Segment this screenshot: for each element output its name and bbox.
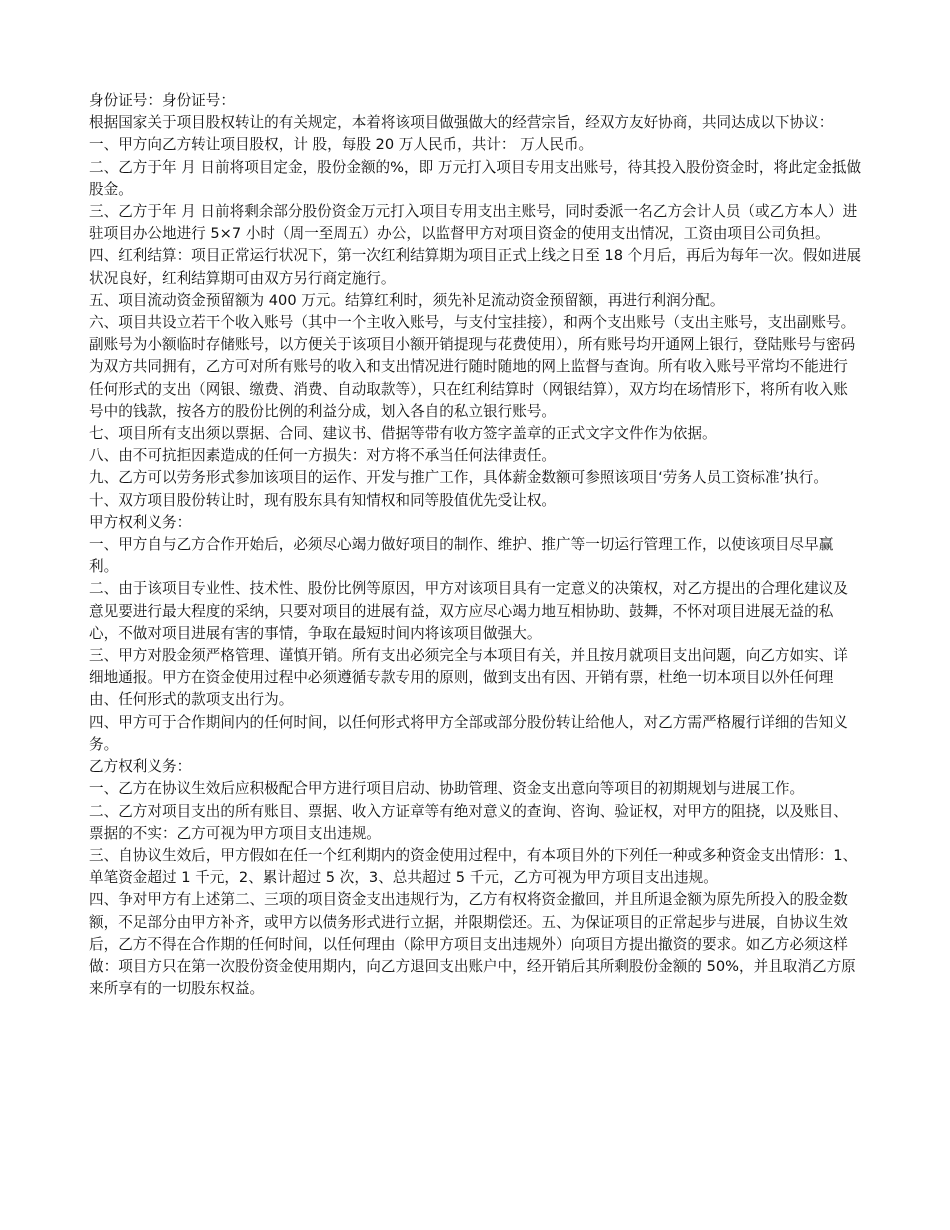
clause-4-dividend-settlement: 四、红利结算：项目正常运行状况下，第一次红利结算期为项目正式上线之日至 18 个月后，再后为每年一次。假如进展状况良好，红利结算期可由双方另行商定施行。 bbox=[89, 247, 862, 287]
clause-2-deposit: 二、乙方于年 月 日前将项目定金，股份金额的%，即 万元打入项目专用支出账号，待其投入股份资金时，将此定金抵做股金。 bbox=[89, 158, 862, 198]
party-b-item-4-5: 四、争对甲方有上述第二、三项的项目资金支出违规行为，乙方有权将资金撤回，并且所退金额为原先所投入的股金数额，不足部分由甲方补齐，或甲方以债务形式进行立据，并限期偿还。五、为保证项目的正常起步与进展，自协议生效后，乙方不得在合作期的任何时间，以任何理由（除甲方项目支出违规外）向项目方提出撤资的要求。如乙方必须这样做：项目方只在第一次股份资金使用期内，向乙方退回支出账户中，经开销后其所剩股份金额的 50%，并且取消乙方原来所享有的一切股东权益。 bbox=[89, 891, 856, 998]
clause-6-accounts: 六、项目共设立若干个收入账号（其中一个主收入账号，与支付宝挂接），和两个支出账号（支出主账号，支出副账号。副账号为小额临时存储账号，以方便关于该项目小额开销提现与花费使用），所有账号均开通网上银行，登陆账号与密码为双方共同拥有，乙方可对所有账号的收入和支出情况进行随时随地的网上监督与查询。所有收入账号平常均不能进行任何形式的支出（网银、缴费、消费、自动取款等），只在红利结算时（网银结算），双方均在场情形下，将所有收入账号中的钱款，按各方的股份比例的利益分成，划入各自的私立银行账号。 bbox=[89, 314, 856, 420]
party-b-item-1: 一、乙方在协议生效后应积极配合甲方进行项目启动、协助管理、资金支出意向等项目的初期规划与进展工作。 bbox=[89, 780, 805, 798]
party-a-item-3: 三、甲方对股金须严格管理、谨慎开销。所有支出必须完全与本项目有关，并且按月就项目支出问题，向乙方如实、详细地通报。甲方在资金使用过程中必须遵循专款专用的原则，做到支出有因、开销有票，杜绝一切本项目以外任何理由、任何形式的款项支出行为。 bbox=[89, 647, 848, 709]
party-a-item-2: 二、由于该项目专业性、技术性、股份比例等原因，甲方对该项目具有一定意义的决策权，对乙方提出的合理化建议及意见要进行最大程度的采纳，只要对项目的进展有益，双方应尽心竭力地互相协助、鼓舞，不怀对项目进展无益的私心，不做对项目进展有害的事情，争取在最短时间内将该项目做强大。 bbox=[89, 580, 848, 642]
party-a-heading: 甲方权利义务： bbox=[89, 513, 192, 531]
party-b-item-2: 二、乙方对项目支出的所有账目、票据、收入方证章等有绝对意义的查询、咨询、验证权，对甲方的阻挠，以及账目、票据的不实：乙方可视为甲方项目支出违规。 bbox=[89, 802, 848, 842]
clause-10-preemption: 十、双方项目股份转让时，现有股东具有知情权和同等股值优先受让权。 bbox=[89, 491, 557, 509]
party-a-item-1: 一、甲方自与乙方合作开始后，必须尽心竭力做好项目的制作、维护、推广等一切运行管理工作，以使该项目尽早赢利。 bbox=[89, 536, 834, 576]
agreement-preamble: 根据国家关于项目股权转让的有关规定，本着将该项目做强做大的经营宗旨，经双方友好协商，共同达成以下协议： bbox=[89, 114, 834, 132]
party-a-item-4: 四、甲方可于合作期间内的任何时间，以任何形式将甲方全部或部分股份转让给他人，对乙方需严格履行详细的告知义务。 bbox=[89, 713, 848, 753]
clause-5-working-capital: 五、项目流动资金预留额为 400 万元。结算红利时，须先补足流动资金预留额，再进行利润分配。 bbox=[89, 291, 725, 309]
clause-7-expense-documents: 七、项目所有支出须以票据、合同、建议书、借据等带有收方签字盖章的正式文字文件作为依据。 bbox=[89, 425, 717, 443]
party-b-heading: 乙方权利义务： bbox=[89, 758, 192, 776]
party-b-item-3: 三、自协议生效后，甲方假如在任一个红利期内的资金使用过程中，有本项目外的下列任一种或多种资金支出情形：1、单笔资金超过 1 千元，2、累计超过 5 次，3、总共超过 5 千元，乙方可视为甲方项目支出违规。 bbox=[89, 846, 858, 887]
clause-8-force-majeure: 八、由不可抗拒因素造成的任何一方损失：对方将不承当任何法律责任。 bbox=[89, 447, 557, 465]
id-number-line: 身份证号：身份证号： bbox=[89, 92, 235, 109]
clause-3-remaining-funds: 三、乙方于年 月 日前将剩余部分股份资金万元打入项目专用支出主账号，同时委派一名乙方会计人员（或乙方本人）进驻项目办公地进行 5×7 小时（周一至周五）办公，以监督甲方对项目资金的使用支出情况，工资由项目公司负担。 bbox=[89, 203, 858, 243]
clause-9-labor: 九、乙方可以劳务形式参加该项目的运作、开发与推广工作，具体薪金数额可参照该项目‘劳务人员工资标准’执行。 bbox=[89, 469, 828, 487]
clause-1-share-transfer: 一、甲方向乙方转让项目股权，计 股，每股 20 万人民币，共计： 万人民币。 bbox=[89, 136, 594, 154]
